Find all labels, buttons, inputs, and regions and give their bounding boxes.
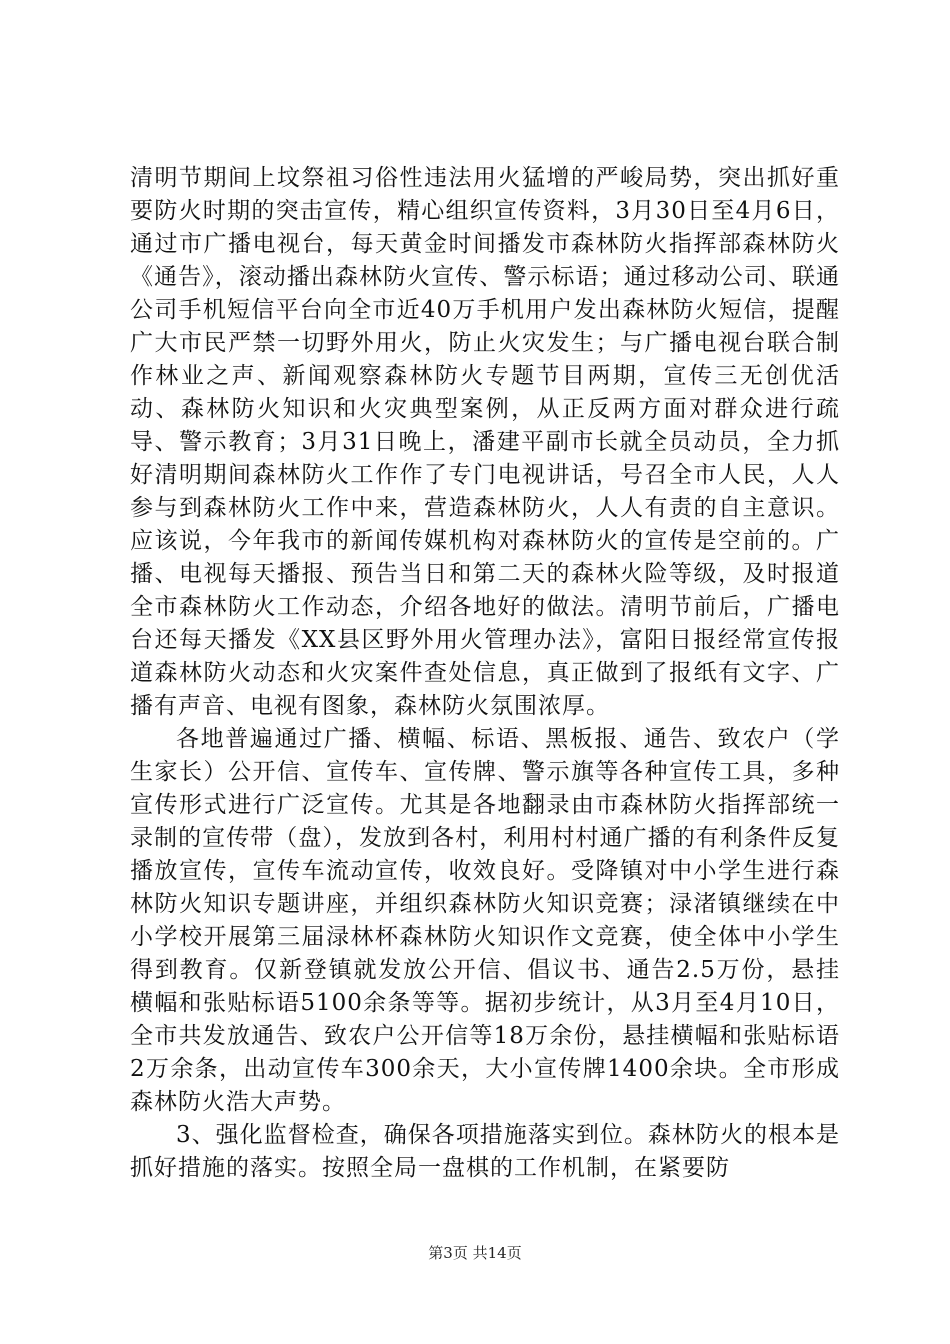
paragraph-publicity-media: 清明节期间上坟祭祖习俗性违法用火猛增的严峻局势，突出抓好重要防火时期的突击宣传，精心组织宣传资料，3月30日至4月6日，通过市广播电视台，每天黄金时间播发市森林防火指挥部森林防火《通告》，滚动播出森林防火宣传、警示标语；通过移动公司、联通公司手机短信平台向全市近40万手机用户发出森林防火短信，提醒广大市民严禁一切野外用火，防止火灾发生；与广播电视台联合制作林业之声、新闻观察森林防火专题节目两期，宣传三无创优活动、森林防火知识和火灾典型案例，从正反两方面对群众进行疏导、警示教育；3月31日晚上，潘建平副市长就全员动员，全力抓好清明期间森林防火工作作了专门电视讲话，号召全市人民，人人参与到森林防火工作中来，营造森林防火，人人有责的自主意识。应该说，今年我市的新闻传媒机构对森林防火的宣传是空前的。广播、电视每天播报、预告当日和第二天的森林火险等级，及时报道全市森林防火工作动态，介绍各地好的做法。清明节前后，广播电台还每天播发《XX县区野外用火管理办法》，富阳日报经常宣传报道森林防火动态和火灾案件查处信息，真正做到了报纸有文字、广播有声音、电视有图象，森林防火氛围浓厚。 bbox=[130, 165, 840, 719]
paragraph-publicity-local: 各地普遍通过广播、横幅、标语、黑板报、通告、致农户（学生家长）公开信、宣传车、宣传牌、警示旗等各种宣传工具，多种宣传形式进行广泛宣传。尤其是各地翻录由市森林防火指挥部统一录制的宣传带（盘），发放到各村，利用村村通广播的有利条件反复播放宣传，宣传车流动宣传，收效良好。受降镇对中小学生进行森林防火知识专题讲座，并组织森林防火知识竞赛；渌渚镇继续在中小学校开展第三届渌林杯森林防火知识作文竞赛，使全体中小学生得到教育。仅新登镇就发放公开信、倡议书、通告2.5万份，悬挂横幅和张贴标语5100余条等等。据初步统计，从3月至4月10日，全市共发放通告、致农户公开信等18万余份，悬挂横幅和张贴标语2万余条，出动宣传车300余天，大小宣传牌1400余块。全市形成森林防火浩大声势。 bbox=[130, 726, 840, 1115]
document-body bbox=[130, 162, 840, 1185]
paragraph-supervision: 3、强化监督检查，确保各项措施落实到位。森林防火的根本是抓好措施的落实。按照全局一盘棋的工作机制，在紧要防 bbox=[130, 1122, 840, 1181]
page-number-footer: 第3页 共14页 bbox=[428, 1244, 522, 1262]
